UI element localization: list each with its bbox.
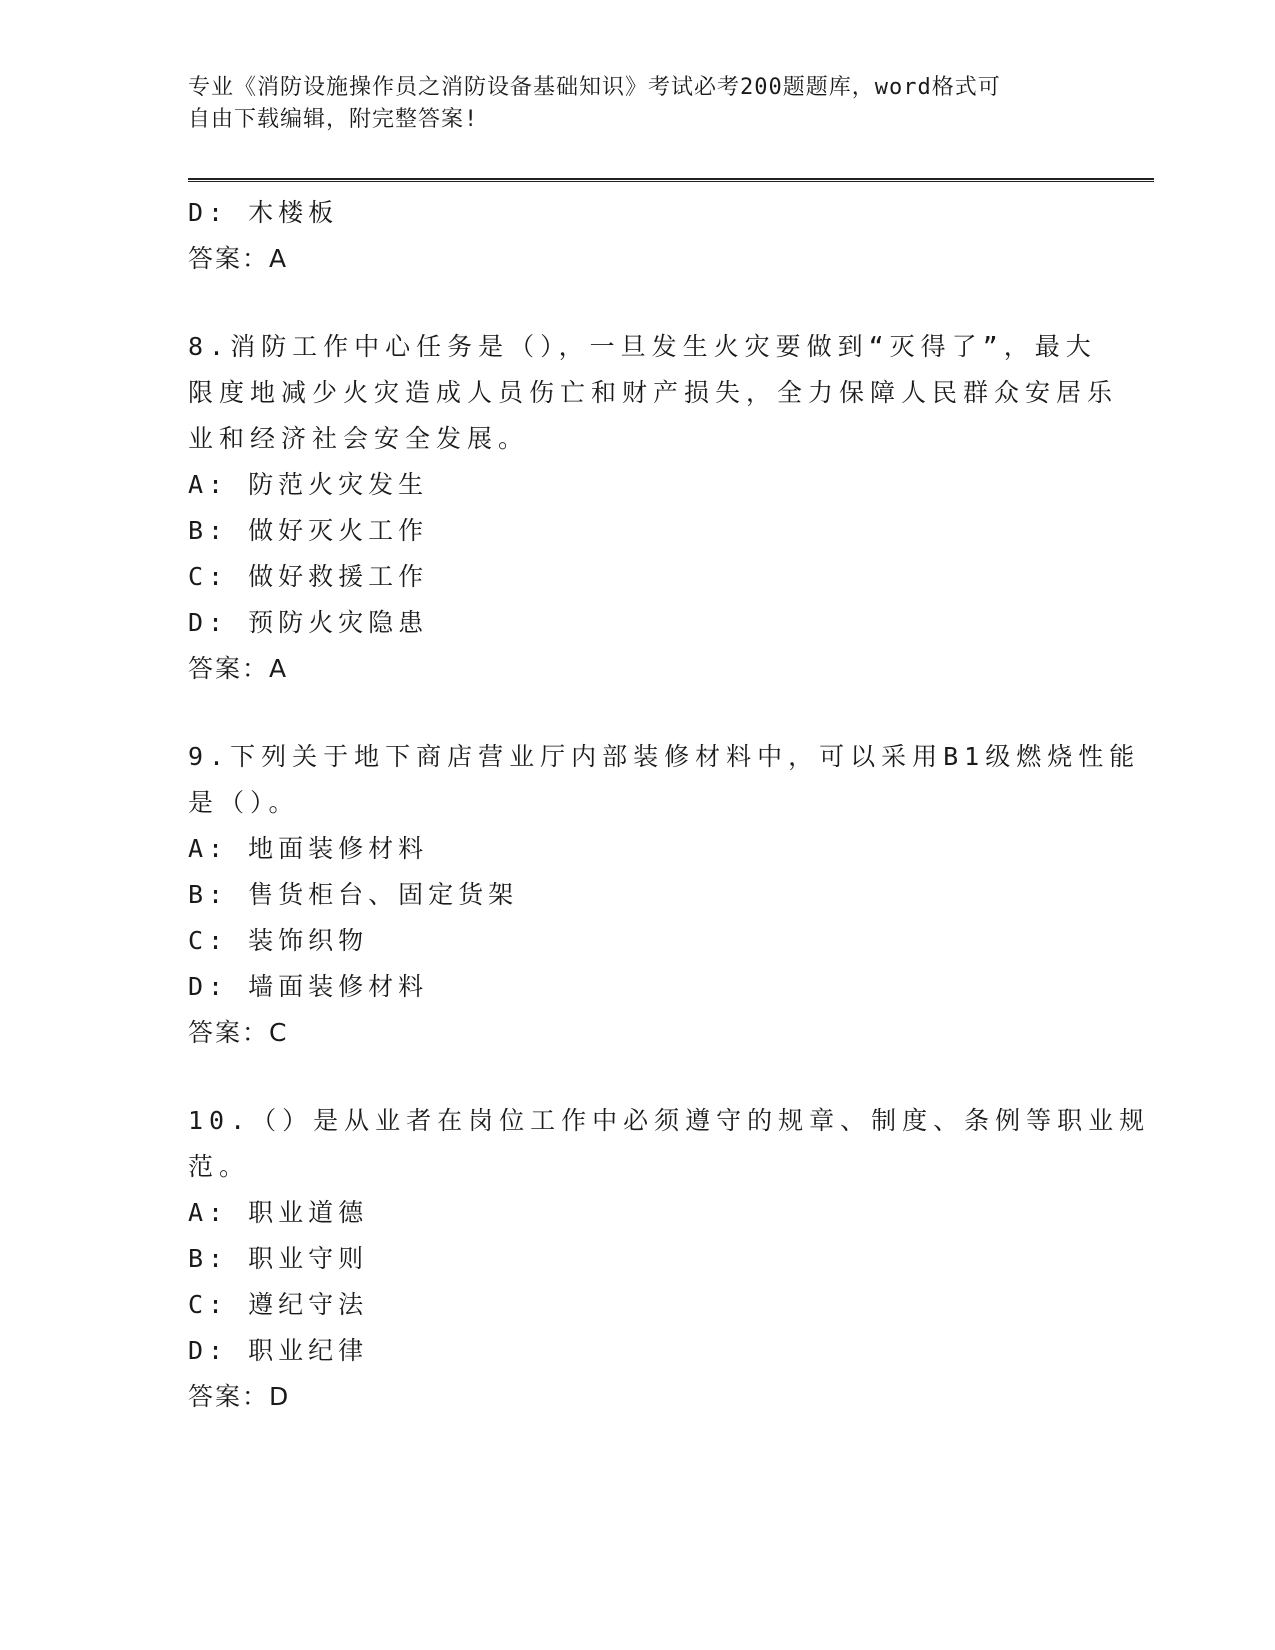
option-c: C: 装饰织物 (188, 926, 369, 955)
answer-line: 答案：C (188, 1018, 289, 1047)
carryover-question (188, 190, 1088, 282)
option-b: B: 售货柜台、固定货架 (188, 880, 519, 909)
header-line-1: 专业《消防设施操作员之消防设备基础知识》考试必考200题题库，word格式可 (188, 75, 1001, 100)
answer-line: 答案：A (188, 244, 289, 273)
stem-line: 10.（）是从业者在岗位工作中必须遵守的规章、制度、条例等职业规 (188, 1106, 1151, 1135)
option-a: A: 地面装修材料 (188, 834, 429, 863)
stem-line: 9.下列关于地下商店营业厅内部装修材料中，可以采用B1级燃烧性能 (188, 742, 1141, 771)
option-b: B: 职业守则 (188, 1244, 369, 1273)
option-a: A: 职业道德 (188, 1198, 369, 1227)
option-c: C: 遵纪守法 (188, 1290, 369, 1319)
question-10 (188, 1098, 1151, 1420)
option-d: D: 木楼板 (188, 198, 339, 227)
option-d: D: 墙面装修材料 (188, 972, 429, 1001)
header-divider (188, 178, 1154, 182)
question-9 (188, 734, 1141, 1056)
question-stem (188, 1098, 1151, 1190)
stem-line: 8.消防工作中心任务是（），一旦发生火灾要做到“灭得了”，最大 (188, 332, 1097, 361)
option-a: A: 防范火灾发生 (188, 470, 429, 499)
answer-line: 答案：D (188, 1382, 291, 1411)
option-d: D: 预防火灾隐患 (188, 608, 429, 637)
question-stem (188, 734, 1141, 826)
option-b: B: 做好灭火工作 (188, 516, 429, 545)
question-8 (188, 324, 1119, 692)
answer-line: 答案：A (188, 654, 289, 683)
option-d: D: 职业纪律 (188, 1336, 369, 1365)
page-content (188, 190, 1151, 1420)
stem-line: 业和经济社会安全发展。 (188, 424, 530, 453)
stem-line: 范。 (188, 1152, 251, 1181)
page-header (188, 72, 1068, 136)
question-stem (188, 324, 1119, 462)
option-c: C: 做好救援工作 (188, 562, 429, 591)
stem-line: 限度地减少火灾造成人员伤亡和财产损失，全力保障人民群众安居乐 (188, 378, 1119, 407)
header-line-2: 自由下载编辑，附完整答案! (188, 107, 479, 132)
stem-line: 是（）。 (188, 788, 300, 817)
